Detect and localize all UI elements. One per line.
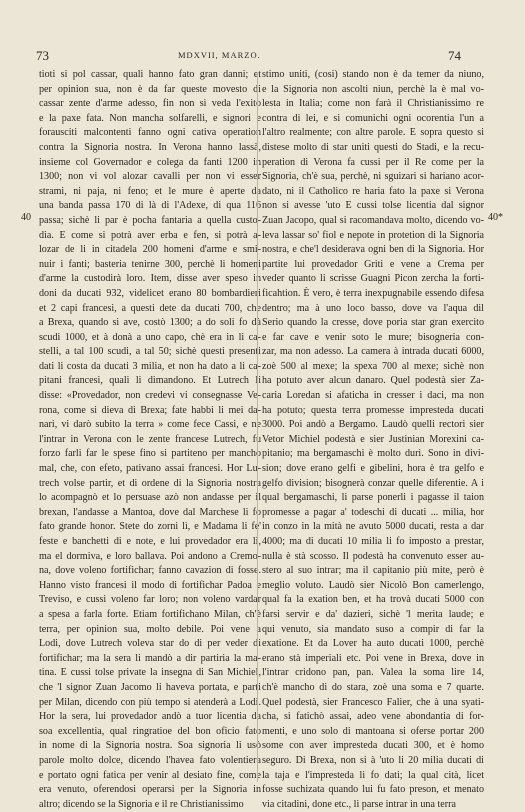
text-line: ma el dormiva, e loro ballava. Poi andono a Cremo- xyxy=(39,550,261,562)
text-line: era venuto, oferendosi operarsi per la Signoria in xyxy=(39,784,261,796)
text-line: e la Signoria non ascolti niun, perchè la è mal vo- xyxy=(262,83,484,95)
text-line: strami, ni paja, ni feno; et le mure è aperte da xyxy=(39,185,261,197)
text-line: dato, ni il Catholico re haria fato la paxe si Verona xyxy=(262,185,484,197)
text-line: d'arme la custodirà loro. Item, disse aver speso in xyxy=(39,273,261,285)
text-line: Vetor Michiel podestà e sier Justinian Morexini ca- xyxy=(262,433,484,445)
text-line: una banda passa 170 di là di l'Adexe, di qua 116 xyxy=(39,200,261,212)
text-line: trech volse partir, et di ordene di la Signoria nostra xyxy=(39,477,261,489)
text-line: 4000; ma di ducati 10 milia li fo imposto a prestar, xyxy=(262,536,484,547)
text-line: gelfo division; bisognerà conzar quelle diferentie. A i xyxy=(262,477,484,489)
text-line: ha potuto; questa terra promesse impresteda ducati xyxy=(262,404,484,416)
text-line: pitani francesi, quali li dimandono. Et Lutrech li xyxy=(39,375,261,387)
text-line: in conzo in la mità ne avuto 5000 ducati, resta a dar xyxy=(262,521,484,533)
text-line: pitanio; ma bergamaschi è molto duri. Sono in divi- xyxy=(262,448,484,460)
text-line: forzo farli far le spese fino si partiteno per mancho xyxy=(39,448,261,460)
text-line: erano stà imperiali etc. Poi vene in Brexa, dove in xyxy=(262,652,484,664)
text-line: la taja e l'impresteda li fo dati; la qual cità, licet xyxy=(262,769,484,781)
text-line: meglio voluto. Laudò sier Nicolò Bon camerlengo, xyxy=(262,579,484,591)
text-line: a Brexa, quando si ave, costò 1300; a do soli fo dà xyxy=(39,317,261,329)
text-line: Lodi, dove Lutrech voleva star do di per veder di xyxy=(39,638,261,650)
text-line: exatione. Et da Lover ha auto ducati 1000, perchè xyxy=(262,638,484,650)
page-number-left: 73 xyxy=(36,48,49,63)
text-column-left xyxy=(39,68,261,812)
text-line: terra, per opinion sua, molto debile. Poi vene a xyxy=(39,623,261,635)
text-line: cassar zente d'arme adesso, fin non si veda l'exito xyxy=(39,98,261,110)
text-line: veder quanto li scrisse Guagni Picon zercha la forti- xyxy=(262,273,484,285)
text-line: soa excellentia, qual ringratioe del bon oficio fato xyxy=(39,725,261,737)
text-line: passa; sichè li par è pocha fantaria a quella custo- xyxy=(39,214,261,226)
text-line: non si avesse 'uto E cussi tolse licentia dal signor xyxy=(262,200,484,212)
text-line: feste e banchetti di e note, e lui provedador era lì, xyxy=(39,536,261,547)
text-line: 3000. Poi andò a Bergamo. Laudò quelli rectori sier xyxy=(262,419,484,431)
margin-number-right: 40* xyxy=(488,212,503,223)
text-line: Zuan Jacopo, qual si racomandava molto, dicendo vo- xyxy=(262,214,484,226)
text-line: zoè 500 al mexe; la spexa 700 al mexe; sichè non xyxy=(262,360,484,372)
text-line: seguro. Di Brexa, non si à 'uto li 20 milia ducati di xyxy=(262,754,484,766)
text-line: altro; dicendo se la Signoria e il re Christianissimo xyxy=(39,798,244,810)
text-line: some con aver impresteda ducati 300, et è homo xyxy=(262,740,484,752)
text-line: Hanno visto francesi il modo di fortifichar Padoa e xyxy=(39,579,261,591)
text-line: fato grande honor. Stete do zorni lì, e Madama li fe' xyxy=(39,521,261,533)
text-line: stero al suo intrar; ma il capitanio più mite, però è xyxy=(262,565,484,577)
text-line: a spesa a farla forte. Etiam fortifichano Milan, ch'è xyxy=(39,608,261,620)
text-line: zar, ma non adesso. La camera à intrada ducati 6000, xyxy=(262,346,484,358)
text-line: fosse suchizata quando lui fu fato preson, et menato xyxy=(262,784,484,796)
text-line: ficahtion. È vero, è terra inexpugnabile essendo difesa xyxy=(262,287,484,299)
text-line: fortifichar; ma la sera li mandò a dir partiria la ma- xyxy=(39,652,261,664)
text-line: stelli, a tal 100 scudi, a tal 50; sichè questi presenti xyxy=(39,346,261,358)
text-line: lo acompagnò et lo persuase azò non andasse per il xyxy=(39,492,261,504)
text-line: lesta in Italia; come non farà il Christianissimo re xyxy=(262,98,484,110)
text-line: l'intrar cridono pan, pan. Valea la soma lire 14, xyxy=(262,667,484,679)
text-line: caria Loredan si afaticha in cresser i daci, ma non xyxy=(262,390,484,402)
text-line: parole molto dolce, dicendo l'havea fato volentiera xyxy=(39,754,261,766)
page-number-right: 74 xyxy=(448,48,461,63)
text-line: leva lassar so' fiol e nepote in protetion di la Signoria xyxy=(262,229,484,241)
text-line: brexan, l'andasse a Mantoa, dove dal Marchese li fo xyxy=(39,506,261,518)
text-line: nulla è stà scosso. Il podestà ha convenuto esser au- xyxy=(262,550,484,562)
text-line: menti, e uno solo di mantoana si oferse portar 200 xyxy=(262,725,484,737)
text-line: via citadini, done etc., li parse intrar in una terra xyxy=(262,798,456,810)
text-line: ha potuto aver alcun danaro. Quel podestà sier Za- xyxy=(262,375,484,387)
text-line: nuir i fanti; basteria tenirne 300, perchè li homeni xyxy=(39,258,261,270)
text-line: partite lui provedador Griti e vene a Crema per xyxy=(262,258,484,270)
text-line: distese molto di star uniti questi do Stadi, e la recu- xyxy=(262,141,484,153)
text-column-right xyxy=(262,68,484,812)
text-line: stimo uniti, (cosi) stando non è da temer da niuno, xyxy=(262,69,484,80)
text-line: doni da ducati 932, videlicet erano 80 bombardieri xyxy=(39,287,261,299)
text-line: Serio quando la cresse, dove poria star gran exercito xyxy=(262,317,484,329)
text-line: rona, come si dieva di Brexa; fate habbi li mei da- xyxy=(39,404,261,416)
text-line: per Milan, dicendo con più tempo si atenderà a Lodi. xyxy=(39,696,261,708)
text-line: insieme col Governador e colega da fanti 1200 in xyxy=(39,156,261,168)
margin-number-left: 40 xyxy=(21,212,31,223)
text-line: l'intrar in Verona con le zente francese Lutrech, fu xyxy=(39,433,261,445)
text-line: Quel podestà, sier Francesco Falier, che à una syati- xyxy=(262,696,484,708)
text-line: ch'è mancho di do stara, zoè una soma e 7 quarte. xyxy=(262,681,484,693)
text-line: sion; dove erano gelfi e gibelini, hora è tra gelfo e xyxy=(262,463,484,475)
text-line: farsi servir e da' dazieri, sichè 'l merita laude; e xyxy=(262,608,484,620)
text-line: et 2 capi francesi, a questi dete da ducati 700, che xyxy=(39,302,261,314)
text-line: l'altro realmente; con altre parole. E sopra questo si xyxy=(262,127,484,139)
text-line: Hor la sera, lui provedador andò a tuor licentia da xyxy=(39,711,261,723)
text-line: qual bergamaschi, li parse ponerli i pagasse il taion xyxy=(262,492,484,504)
text-line: qual fa la exation ben, et ha trovà ducati 5000 con xyxy=(262,594,484,606)
text-line: e portato ogni fatica per venir al desiato fine, come xyxy=(39,769,261,781)
text-line: 1300; non vi vol alozar cavalli per non vi esser xyxy=(39,171,261,183)
text-line: in nome di la Signoria nostra. Soa signoria li usò xyxy=(39,740,261,752)
column-divider xyxy=(257,72,258,782)
text-line: dia. E come si potrà aver erba e fen, si potrà a- xyxy=(39,229,261,241)
text-line: e la paxe fata. Non mancha solfarelli, e signori e xyxy=(39,112,261,124)
text-line: tina. E cussi tolse private la insegna di San Michiel, xyxy=(39,667,261,679)
text-line: mal, che, con efeto, pativano assai francesi. Hor Lu- xyxy=(39,463,261,475)
text-line: per opinion sua, non è da far queste movesto di xyxy=(39,83,261,95)
text-line: promesse a pagar a' todeschi di ducati ... milia, hor xyxy=(262,506,484,518)
text-line: cha, si fatichò assai, adeo vene abondantia di for- xyxy=(262,711,484,723)
text-line: dentro; ma à uno loco basso, dove va l'aqua dil xyxy=(262,302,484,314)
text-line: Treviso, e cussi voleno far loro; non voleno vardar xyxy=(39,594,261,606)
page-header xyxy=(0,48,525,64)
text-line: e far cave e venir soto le mure; bisogneria con- xyxy=(262,331,484,343)
text-line: forausciti malcontenti fanno ogni cativa operation xyxy=(39,127,261,139)
text-line: nostra, e che'l desiderava ogni ben di la Signoria. Hor xyxy=(262,244,484,256)
text-line: scudi 1000, et à donà a uno capo, chè era in li ca- xyxy=(39,331,261,343)
text-line: contra di lei, e si comunichi ogni ocorentia l'un a xyxy=(262,112,484,124)
text-line: na, dove voleno fortifichar; fanno cavazion di fosse. xyxy=(39,565,261,577)
text-line: tioti si pol cassar, quali hanno fato gran danni; et xyxy=(39,69,261,80)
running-title: MDXVII, MARZO. xyxy=(178,50,261,60)
text-line: che 'l signor Zuan Jacomo li haveva portata, e parti xyxy=(39,681,261,693)
text-line: qui venuto, sia mandato suso a compir di far la xyxy=(262,623,484,635)
text-line: disse: «Provedador, non credevi vi consegnasse Ve- xyxy=(39,390,261,402)
text-line: dati li costa da ducati 3 milia, et non ha dato a li ca- xyxy=(39,360,261,372)
text-line: lozar de li in citadela 200 homeni d'arme e smi- xyxy=(39,244,261,256)
text-line: Signoria, ch'è sua, perchè, ni sguizari si hariano acor- xyxy=(262,171,484,183)
text-line: peration di Verona fa cussi per il Re come per la xyxy=(262,156,484,168)
text-line: nari, vi darò subito la terra » come fece Cassi, e ne xyxy=(39,419,261,431)
text-line: contra la Signoria nostra. In Verona hanno lassà, xyxy=(39,141,261,153)
